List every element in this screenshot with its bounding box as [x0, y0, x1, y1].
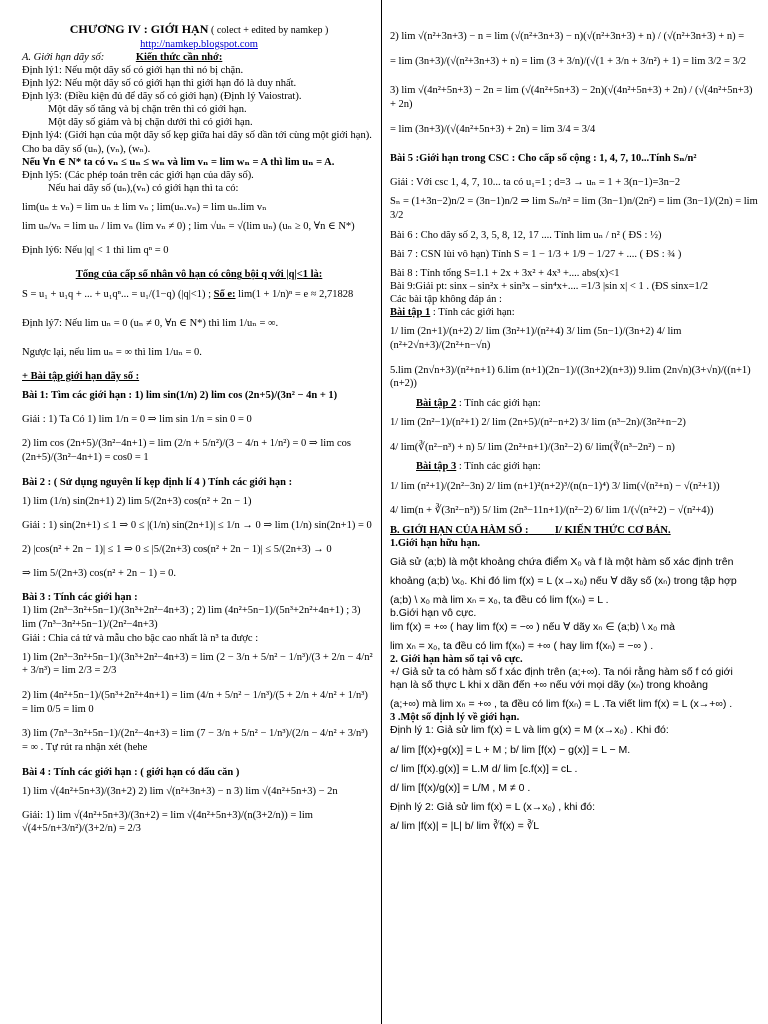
number-e-label: Số e: [213, 288, 236, 300]
exercise-3: Bài 3 : Tính các giới hạn : [22, 592, 138, 604]
practice-2-label: Bài tập 2 [416, 398, 457, 410]
blog-link[interactable]: http://namkep.blogspot.com [140, 38, 258, 50]
finite-limit-text-3: (a;b) \ x₀ mà lim xₙ = x₀, ta đều có lim f(xₙ) = L . [390, 594, 609, 607]
limit-sqrt-3-result: = lim (3n+3)/(√(4n²+5n+3) + 2n) = lim 3/4 = 3/4 [390, 123, 596, 135]
exercise-5-solution-1: Giải : Với csc 1, 4, 7, 10... ta có u₁=1 ; d=3 → uₙ = 1 + 3(n−1)=3n−2 [390, 177, 681, 189]
theorem-4: Định lý4: (Giới hạn của một dãy số kẹp giữa hai dãy số dần tới cùng một giới hạn). Cho ba dãy số (uₙ), (vₙ), (wₙ). [22, 130, 372, 155]
exercise-1-solution-1: Giải : 1) Ta Có 1) lim 1/n = 0 ⇒ lim sin 1/n = sin 0 = 0 [22, 414, 252, 426]
section-b-subtitle: I/ KIẾN THỨC CƠ BẢN. [554, 524, 671, 536]
exercise-4-solution: Giải: 1) lim √(4n²+5n+3)/(3n+2) = lim √(4n²+5n+3)/(n(3+2/n)) = lim √(4+5/n+3/n²)/(3+2/n) = 2/3 [22, 809, 313, 835]
exercise-1: Bài 1: Tìm các giới hạn : 1) lim sin(1/n) 2) lim cos (2n+5)/(3n² − 4n + 1) [22, 390, 338, 401]
practice-3-heading [390, 460, 760, 473]
exercise-3-solution-1: 1) lim (2n³−3n²+5n−1)/(3n³+2n²−4n+3) = lim (2 − 3/n + 5/n² − 1/n³)/(3 + 2/n − 4/n² + 3/n³) = lim 2/3 = 2/3 [22, 651, 373, 677]
exercise-9: Bài 9:Giải pt: sinx – sin²x + sin³x – sin⁴x+.... =1/3 |sin x| < 1 . (ĐS sinx=1/2 [390, 281, 708, 293]
practice-1-items-2: 5.lim (2n√n+3)/(n²+n+1) 6.lim (n+1)(2n−1)/((3n+2)(n+3)) 9.lim (2n√n)(3+√n)/((n+1)(n+2)) [390, 364, 751, 390]
exercise-2-solution-1: Giải : 1) sin(2n+1) ≤ 1 ⇒ 0 ≤ |(1/n) sin(2n+1)| ≤ 1/n → 0 ⇒ lim (1/n) sin(2n+1) = 0 [22, 519, 372, 531]
practice-3-text: : Tính các giới hạn: [458, 461, 541, 473]
number-e-formula: lim(1 + 1/n)ⁿ = e ≈ 2,71828 [238, 288, 354, 300]
limit-at-infinity-text-1: +/ Giả sử ta có hàm số f xác định trên (a;+∞). Ta nói rằng hàm số f có giới [390, 665, 733, 678]
theorem-5-formula-2: lim uₙ/vₙ = lim uₙ / lim vₙ (lim vₙ ≠ 0) ; lim √uₙ = √(lim uₙ) (uₙ ≥ 0, ∀n ∈ N*) [22, 221, 355, 233]
practice-1-text: : Tính các giới hạn: [432, 307, 515, 319]
theorem-3-a: Một dãy số tăng và bị chặn trên thì có giới hạn. [48, 104, 247, 116]
exercise-7: Bài 7 : CSN lùi vô hạn) Tính S = 1 − 1/3 + 1/9 − 1/27 + .... ( ĐS : ¾ ) [390, 248, 682, 260]
theorem-7: Định lý7: Nếu lim uₙ = 0 (uₙ ≠ 0, ∀n ∈ N*) thì lim 1/uₙ = ∞. [22, 317, 279, 329]
practice-2-heading [390, 397, 760, 410]
practice-3-items-2: 4/ lim(n + ∛(3n²−n³)) 5/ lim (2n³−11n+1)/(n²−2) 6/ lim 1/(√(n²+2) − √(n²+4)) [390, 505, 714, 517]
geometric-series-title: Tổng của cấp số nhân vô hạn có công bội q với |q|<1 là: [75, 269, 323, 281]
section-b-title: B. GIỚI HẠN CỦA HÀM SỐ : [390, 524, 529, 536]
basic-knowledge-title: Kiến thức cần nhớ: [135, 51, 223, 63]
exercise-5: Bài 5 :Giới hạn trong CSC : Cho cấp số cộng : 1, 4, 7, 10...Tính Sₙ/n² [390, 153, 697, 165]
exercise-6: Bài 6 : Cho dãy số 2, 3, 5, 8, 12, 17 .... Tính lim uₙ / n² ( ĐS : ½) [390, 229, 662, 241]
geometric-sum: S = u₁ + u₁q + ... + u₁qⁿ... = u₁/(1−q) (|q|<1) ; [22, 288, 212, 300]
practice-2-items-2: 4/ lim(∛(n²−n³) + n) 5/ lim (2n²+n+1)/(3n²−2) 6/ lim(∛(n³−2n²) − n) [390, 441, 675, 453]
right-column [384, 0, 768, 1024]
exercise-header: + Bài tập giới hạn dãy số : [22, 370, 140, 382]
practice-1-label: Bài tập 1 [390, 307, 431, 319]
section-b-heading [390, 524, 760, 537]
exercise-2-solution-2: 2) |cos(n² + 2n − 1)| ≤ 1 ⇒ 0 ≤ |5/(2n+3) cos(n² + 2n − 1)| ≤ 5/(2n+3) → 0 [22, 543, 332, 555]
theorem-5-statement: Nếu hai dãy số (uₙ),(vₙ) có giới hạn thì ta có: [48, 182, 239, 194]
limit-theorems-title: 3 .Một số định lý về giới hạn. [390, 712, 520, 724]
exercise-4: Bài 4 : Tính các giới hạn : ( giới hạn có dấu căn ) [22, 766, 240, 778]
limit-theorem-1-a: a/ lim [f(x)+g(x)] = L + M ; b/ lim [f(x) − g(x)] = L − M. [390, 743, 631, 756]
limit-theorem-1: Định lý 1: Giả sử lim f(x) = L và lim g(x) = M (x→x₀) . Khi đó: [390, 724, 669, 737]
theorem-6: Định lý6: Nếu |q| < 1 thì lim qⁿ = 0 [22, 245, 169, 257]
finite-limit-text-2: khoảng (a;b) \x₀. Khi đó lim f(x) = L (x→x₀) nếu ∀ dãy số (xₙ) trong tập hợp [390, 575, 737, 588]
exercise-3-hint: Giải : Chia cả tử và mẫu cho bậc cao nhất là n³ ta được : [22, 632, 259, 644]
limit-theorem-1-d: d/ lim [f(x)/g(x)] = L/M , M ≠ 0 . [390, 781, 531, 794]
theorem-5: Định lý5: (Các phép toán trên các giới hạn của dãy số). [22, 169, 254, 181]
infinite-limit-text-1: lim f(x) = +∞ ( hay lim f(x) = −∞ ) nếu ∀ dãy xₙ ∈ (a;b) \ x₀ mà [390, 620, 675, 633]
limit-theorem-2-items: a/ lim |f(x)| = |L| b/ lim ∛f(x) = ∛L [390, 820, 540, 833]
exercise-3-solution-3: 3) lim (7n³−3n²+5n−1)/(2n²−4n+3) = lim (7 − 3/n + 5/n² − 1/n³)/(2/n − 4/n² + 3/n³) = ∞ . Tự rút ra nhận xét (hehe [22, 728, 368, 753]
infinite-limit-title: b.Giới hạn vô cực. [390, 607, 477, 620]
limit-sqrt-2: 2) lim √(n²+3n+3) − n = lim (√(n²+3n+3) − n)(√(n²+3n+3) + n) / (√(n²+3n+3) + n) = [390, 31, 745, 42]
chapter-heading [22, 22, 376, 38]
theorem-1: Định lý1: Nếu một dãy số có giới hạn thì nó bị chặn. [22, 64, 244, 76]
practice-3-items: 1/ lim (n²+1)/(2n²−3n) 2/ lim (n+1)²(n+2)³/(n(n−1)⁴) 3/ lim(√(n²+n) − √(n²+1)) [390, 480, 720, 492]
exercise-2-solution-3: ⇒ lim 5/(2n+3) cos(n² + 2n − 1) = 0. [22, 568, 177, 580]
exercise-8: Bài 8 : Tính tổng S=1.1 + 2x + 3x² + 4x³ +.... abs(x)<1 [390, 267, 620, 279]
exercise-2: Bài 2 : ( Sử dụng nguyên lí kẹp định lí 4 ) Tính các giới hạn : [22, 476, 293, 488]
finite-limit-text-1: Giả sử (a;b) là một khoảng chứa điểm X₀ và f là một hàm số xác định trên [390, 556, 734, 569]
exercise-4-items: 1) lim √(4n²+5n+3)/(3n+2) 2) lim √(n²+3n+3) − n 3) lim √(4n²+5n+3) − 2n [22, 785, 338, 797]
exercise-5-solution-2: Sₙ = (1+3n−2)n/2 = (3n−1)n/2 ⇒ lim Sₙ/n² = lim (3n−1)n/(2n²) = lim (3n−1)/(2n) = lim 3/2 [390, 196, 758, 222]
limit-sqrt-3: 3) lim √(4n²+5n+3) − 2n = lim (√(4n²+5n+3) − 2n)(√(4n²+5n+3) + 2n) / (√(4n²+5n+3) + 2n) [390, 85, 753, 110]
exercise-2-items: 1) lim (1/n) sin(2n+1) 2) lim 5/(2n+3) cos(n² + 2n − 1) [22, 495, 252, 507]
practice-1-heading [390, 306, 760, 319]
theorem-2: Định lý2: Nếu một dãy số có giới hạn thì giới hạn đó là duy nhất. [22, 77, 297, 89]
practice-2-text: : Tính các giới hạn: [458, 398, 541, 410]
section-a-title: A. Giới hạn dãy số: [22, 51, 105, 63]
exercise-1-solution-2: 2) lim cos (2n+5)/(3n²−4n+1) = lim (2/n + 5/n²)/(3 − 4/n + 1/n²) = 0 ⇒ lim cos (2n+5)/(3n²−4n+1) = cos0 = 1 [22, 438, 351, 463]
practice-1-items: 1/ lim (2n+1)/(n+2) 2/ lim (3n²+1)/(n²+4) 3/ lim (5n−1)/(3n+2) 4/ lim (n²+2√n+3)/(2n²+n−√n) [390, 326, 682, 352]
exercise-3-solution-2: 2) lim (4n²+5n−1)/(5n³+2n²+4n+1) = lim (4/n + 5/n² − 1/n³)/(5 + 2/n + 4/n² + 1/n³) = lim 0/5 = lim 0 [22, 689, 368, 715]
no-answer-note: Các bài tập không đáp án : [390, 294, 502, 306]
chapter-title: CHƯƠNG IV : GIỚI HẠN [69, 22, 209, 36]
theorem-7-converse: Ngược lại, nếu lim uₙ = ∞ thì lim 1/uₙ = 0. [22, 346, 202, 358]
practice-3-label: Bài tập 3 [416, 461, 457, 473]
geometric-series-formula [22, 288, 376, 301]
limit-theorem-2: Định lý 2: Giả sử lim f(x) = L (x→x₀) , khi đó: [390, 800, 596, 813]
limit-at-infinity-text-2: hạn là số thực L khi x dần đến +∞ nếu với mọi dãy (xₙ) trong khoảng [390, 679, 708, 692]
chapter-title-note: ( colect + edited by namkep ) [211, 25, 329, 36]
infinite-limit-text-2: lim xₙ = x₀, ta đều có lim f(xₙ) = +∞ ( hay lim f(xₙ) = −∞ ) . [390, 639, 654, 652]
left-column [0, 0, 382, 1024]
limit-theorem-1-c: c/ lim [f(x).g(x)] = L.M d/ lim [c.f(x)] = cL . [390, 762, 578, 775]
exercise-3-items: 1) lim (2n³−3n²+5n−1)/(3n³+2n²−4n+3) ; 2) lim (4n²+5n−1)/(5n³+2n²+4n+1) ; 3) lim (7n³−3n²+5n−1)/(2n²−4n+3) [22, 605, 361, 630]
limit-at-infinity-title: 2. Giới hạn hàm số tại vô cực. [390, 653, 523, 665]
theorem-4-statement: Nếu ∀n ∈ N* ta có vₙ ≤ uₙ ≤ wₙ và lim vₙ = lim wₙ = A thì lim uₙ = A. [22, 156, 335, 168]
finite-limit-title: 1.Giới hạn hữu hạn. [390, 537, 481, 549]
limit-sqrt-2-result: = lim (3n+3)/(√(n²+3n+3) + n) = lim (3 + 3/n)/(√(1 + 3/n + 3/n²) + 1) = lim 3/2 = 3/2 [390, 55, 747, 67]
section-a-heading [22, 51, 376, 64]
theorem-3: Định lý3: (Điều kiện đủ để dãy số có giới hạn) (Định lý Vaiostrat). [22, 91, 302, 102]
theorem-3-b: Một dãy số giảm và bị chặn dưới thì có giới hạn. [48, 117, 253, 129]
theorem-5-formula-1: lim(uₙ ± vₙ) = lim uₙ ± lim vₙ ; lim(uₙ.vₙ) = lim uₙ.lim vₙ [22, 202, 267, 213]
practice-2-items: 1/ lim (2n²−1)/(n²+1) 2/ lim (2n+5)/(n²−n+2) 3/ lim (n³−2n)/(3n²+n−2) [390, 417, 686, 429]
limit-at-infinity-text-3: (a;+∞) mà lim xₙ = +∞ , ta đều có lim f(xₙ) = L .Ta viết lim f(x) = L (x→+∞) . [390, 698, 733, 711]
